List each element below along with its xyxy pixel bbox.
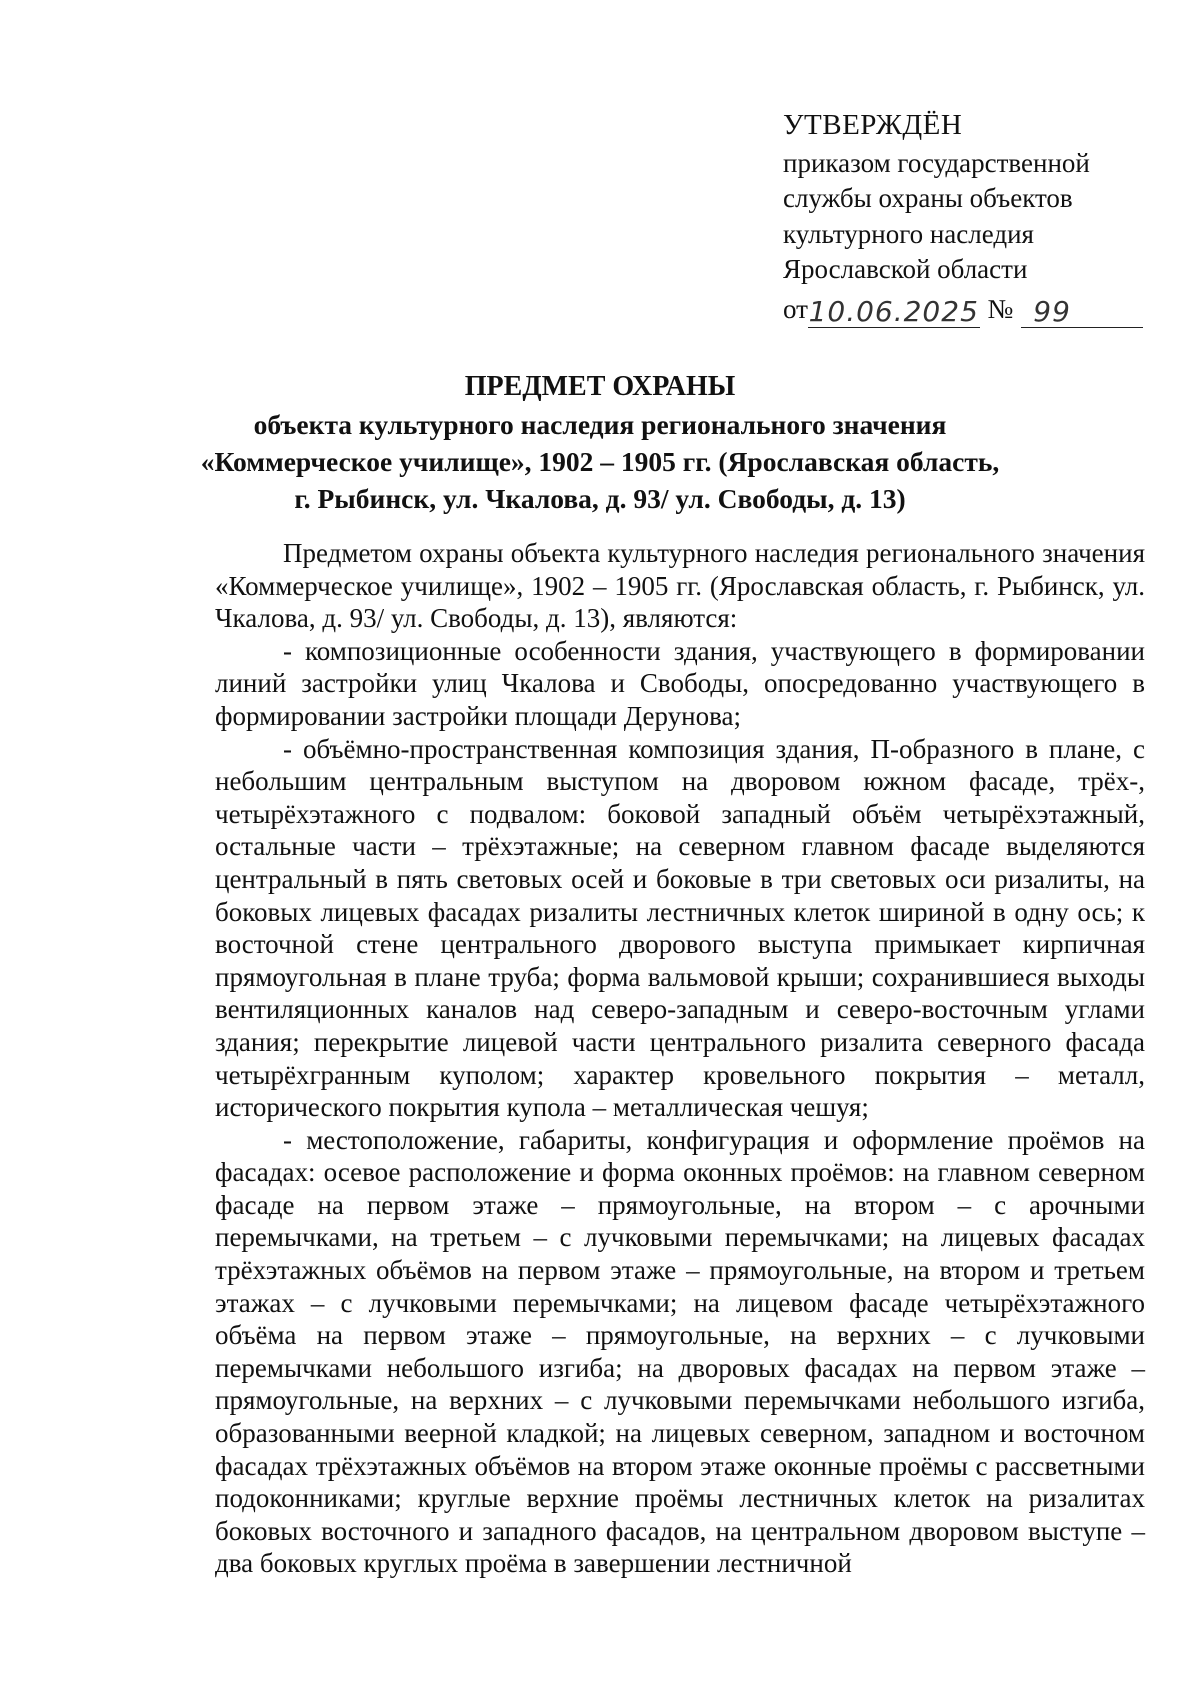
approval-header: УТВЕРЖДЁН <box>783 109 963 141</box>
document-title <box>0 368 1200 517</box>
body-item-openings: - местоположение, габариты, конфигурация и оформление проёмов на фасадах: осевое расположение и форма оконных проёмов: на главном северном фасаде на первом этаже – прямоугольные, на втором – с арочными перемычками, на третьем – с лучковыми перемычками; на лицевых фасадах трёхэтажных объёмов на первом этаже – прямоугольные, на втором и третьем этажах – с лучковыми перемычками; на лицевом фасаде четырёхэтажного объёма на первом этаже – прямоугольные, на верхних – с лучковыми перемычками небольшого изгиба; на дворовых фасадах на первом этаже – прямоугольные, на верхних – с лучковыми перемычками небольшого изгиба, образованными веерной кладкой; на лицевых северном, западном и восточном фасадах трёхэтажных объёмов на втором этаже оконные проёмы с рассветными подоконниками; круглые верхние проёмы лестничных клеток на ризалитах боковых восточного и западного фасадов, на центральном дворовом выступе – два боковых круглых проёма в завершении лестничной <box>215 1124 1145 1579</box>
title-line-3: г. Рыбинск, ул. Чкалова, д. 93/ ул. Свободы, д. 13) <box>294 483 906 514</box>
approval-line-1: приказом государственной <box>783 147 1090 178</box>
title-main: ПРЕДМЕТ ОХРАНЫ <box>464 371 736 402</box>
title-line-1: объекта культурного наследия регионального значения <box>253 409 947 440</box>
approval-date-number-line <box>783 288 1143 328</box>
approval-stamp <box>783 108 1143 328</box>
body-intro-paragraph: Предметом охраны объекта культурного наследия регионального значения «Коммерческое училище», 1902 – 1905 гг. (Ярославская область, г. Рыбинск, ул. Чкалова, д. 93/ ул. Свободы, д. 13), являются: <box>215 538 1145 634</box>
approval-line-3: культурного наследия <box>783 218 1034 249</box>
handwritten-date: 10.06.2025 <box>808 294 979 328</box>
handwritten-number: 99 <box>1021 297 1143 328</box>
body-item-volume-spatial: - объёмно-пространственная композиция здания, П-образного в плане, с небольшим центральным выступом на дворовом южном фасаде, трёх-, четырёхэтажного с подвалом: боковой западный объём четырёхэтажный, остальные части – трёхэтажные; на северном главном фасаде выделяются центральный в пять световых осей и боковые в три световых оси ризалиты, на боковых лицевых фасадах ризалиты лестничных клеток шириной в одну ось; к восточной стене центрального дворового выступа примыкает кирпичная прямоугольная в плане труба; форма вальмовой крыши; сохранившиеся выходы вентиляционных каналов над северо-западным и северо-восточным углами здания; перекрытие лицевой части центрального ризалита северного фасада четырёхгранным куполом; характер кровельного покрытия – металл, исторического покрытия купола – металлическая чешуя; <box>215 733 1145 1123</box>
body-item-composition: - композиционные особенности здания, участвующего в формировании линий застройки улиц Чкалова и Свободы, опосредованно участвующего в формировании застройки площади Дерунова; <box>215 635 1145 731</box>
number-label: № <box>987 294 1014 324</box>
from-label: от <box>783 294 808 324</box>
approval-line-2: службы охраны объектов <box>783 183 1073 213</box>
document-body <box>215 537 1145 1580</box>
approval-line-4: Ярославской области <box>783 254 1028 284</box>
title-line-2: «Коммерческое училище», 1902 – 1905 гг. (Ярославская область, <box>200 446 1000 477</box>
